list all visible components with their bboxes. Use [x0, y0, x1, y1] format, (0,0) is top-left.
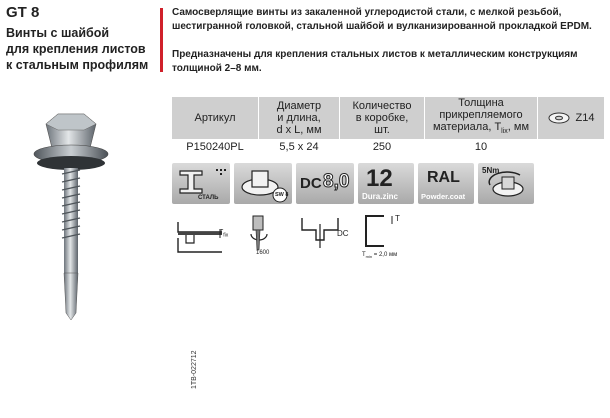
screw-image [28, 108, 118, 398]
description-line-3: Предназначены для крепления стальных листов к металлическим конструкциям [172, 49, 578, 60]
description-line-1: Самосверлящие винты из закаленной углеродистой стали, с мелкой резьбой, [172, 7, 562, 18]
cell-quantity: 250 [372, 141, 392, 153]
dura-zinc-icon: 12 Dura.zinc [358, 163, 414, 204]
header-article: Артикул [194, 112, 236, 124]
description-line-4: толщиной 2–8 мм. [172, 63, 262, 74]
accent-divider [160, 8, 163, 72]
torque-icon: 5Nm [478, 163, 534, 204]
header-diameter: Диаметр и длина, d x L, мм [276, 100, 322, 136]
drill-capacity-icon: DC 8,0 [296, 163, 354, 204]
coating-cell [538, 97, 604, 139]
coating-label: Z14 [575, 112, 595, 124]
cell-thickness: 10 [474, 141, 488, 153]
product-title: GT 8 [6, 4, 40, 21]
socket-sw8-icon: SW 8 [234, 163, 292, 204]
ral-powder-coat-icon: RAL Powder.coat [418, 163, 474, 204]
product-subtitle-line-1: Винты с шайбой [6, 26, 110, 40]
washer-icon [548, 111, 570, 125]
dc-diagram-label: DC [337, 229, 349, 238]
product-subtitle-line-2: для крепления листов [6, 42, 146, 56]
tfix-label: $T_{fix}$ [219, 229, 229, 239]
t-label: T [395, 214, 400, 223]
product-subtitle-line-3: к стальным профилям [6, 58, 149, 72]
header-quantity: Количество в коробке, шт. [352, 100, 412, 136]
cell-article: P150240PL [186, 141, 244, 153]
cell-diameter: 5,5 x 24 [279, 141, 319, 153]
rpm-label: 1600 [256, 250, 270, 256]
description-line-2: шестигранной головкой, стальной шайбой и вулканизированной прокладкой EPDM. [172, 21, 592, 32]
product-code: 1TB-022712 [191, 350, 198, 389]
header-thickness: Толщина прикрепляемого материала, $T_{lix}$, мм [432, 97, 530, 136]
steel-profile-icon: СТАЛЬ [172, 163, 230, 204]
tmin-label: $T_{min} = 2,0$ мм [362, 252, 398, 260]
